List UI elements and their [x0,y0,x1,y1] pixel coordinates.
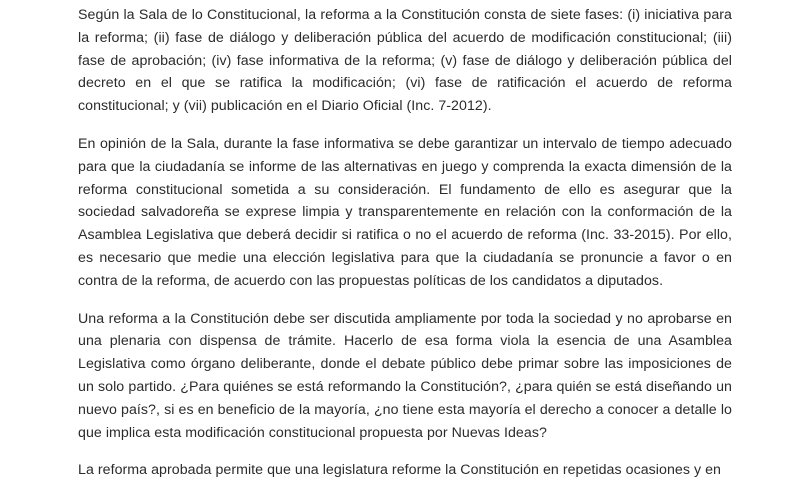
paragraph-approved-reform: La reforma aprobada permite que una legislatura reforme la Constitución en repetidas ocasiones y en [78,462,721,479]
paragraph-informative-phase: En opinión de la Sala, durante la fase informativa se debe garantizar un intervalo de tiempo adecuado para que la ciudadanía se informe de las alternativas en juego y comprenda la exacta dimensión de la reforma constitucional sometida a su consideración. El fundamento de ello es asegurar que la sociedad salvadoreña se exprese limpia y transparentemente en relación con la conformación de la Asamblea Legislativa que deberá decidir si ratifica o no el acuerdo de reforma (Inc. 33-2015). Por ello, es necesario que medie una elección legislativa para que la ciudadanía se pronuncie a favor o en contra de la reforma, de acuerdo con las propuestas políticas de los candidatos a diputados. [78,135,732,289]
document-body [78,4,732,497]
paragraph-public-discussion: Una reforma a la Constitución debe ser discutida ampliamente por toda la sociedad y no aprobarse en una plenaria con dispensa de trámite. Hacerlo de esa forma viola la esencia de una Asamblea Legislativa como órgano deliberante, donde el debate público debe primar sobre las imposiciones de un solo partido. ¿Para quiénes se está reformando la Constitución?, ¿para quién se está diseñando un nuevo país?, si es en beneficio de la mayoría, ¿no tiene esta mayoría el derecho a conocer a detalle lo que implica esta modificación constitucional propuesta por Nuevas Ideas? [78,310,732,441]
paragraph-constitutional-reform-phases: Según la Sala de lo Constitucional, la reforma a la Constitución consta de siete fases: (i) iniciativa para la reforma; (ii) fase de diálogo y deliberación pública del acuerdo de modificación constitucional; (iii) fase de aprobación; (iv) fase informativa de la reforma; (v) fase de diálogo y deliberación pública del decreto en el que se ratifica la modificación; (vi) fase de ratificación el acuerdo de reforma constitucional; y (vii) publicación en el Diario Oficial (Inc. 7-2012). [78,7,732,115]
